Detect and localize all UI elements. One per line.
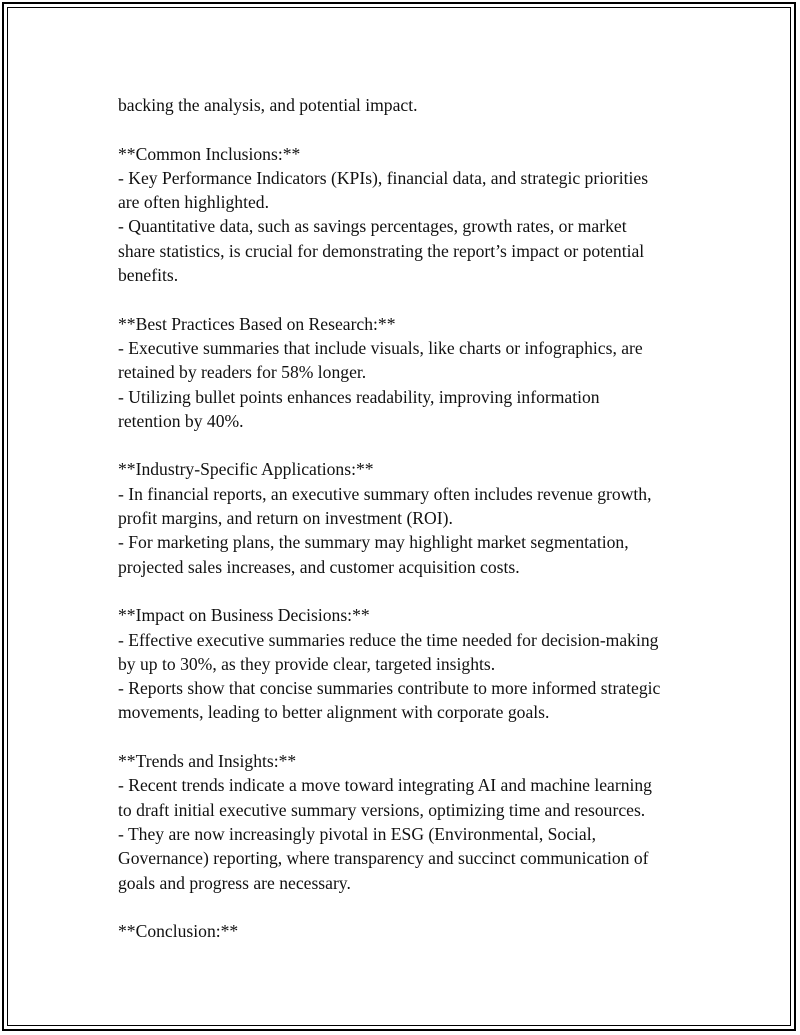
body-line: - For marketing plans, the summary may highlight market segmentation,	[118, 532, 629, 553]
paragraph-gap	[118, 433, 718, 457]
document-text	[118, 93, 718, 943]
body-line: share statistics, is crucial for demonstrating the report’s impact or potential	[118, 240, 645, 261]
body-line: Governance) reporting, where transparency and succinct communication of	[118, 848, 649, 869]
paragraph-gap	[118, 117, 718, 141]
body-line: - Recent trends indicate a move toward integrating AI and machine learning	[118, 775, 652, 796]
body-line: to draft initial executive summary versions, optimizing time and resources.	[118, 799, 646, 820]
section-heading-industry-applications: **Industry-Specific Applications:**	[118, 459, 374, 480]
paragraph-gap	[118, 579, 718, 603]
section-heading-common-inclusions: **Common Inclusions:**	[118, 143, 301, 164]
body-line: - Utilizing bullet points enhances readability, improving information	[118, 386, 600, 407]
body-line: - In financial reports, an executive summary often includes revenue growth,	[118, 483, 652, 504]
section-heading-best-practices: **Best Practices Based on Research:**	[118, 313, 396, 334]
body-line: - Reports show that concise summaries contribute to more informed strategic	[118, 678, 661, 699]
body-line: - Key Performance Indicators (KPIs), financial data, and strategic priorities	[118, 167, 649, 188]
intro-tail-line: backing the analysis, and potential impact.	[118, 95, 418, 115]
body-line: retention by 40%.	[118, 410, 244, 431]
body-line: profit margins, and return on investment (ROI).	[118, 508, 453, 529]
body-line: projected sales increases, and customer acquisition costs.	[118, 556, 520, 577]
section-heading-trends-insights: **Trends and Insights:**	[118, 751, 297, 772]
body-line: retained by readers for 58% longer.	[118, 362, 367, 383]
body-line: - Effective executive summaries reduce the time needed for decision-making	[118, 629, 659, 650]
paragraph-gap	[118, 895, 718, 919]
section-heading-conclusion: **Conclusion:**	[118, 921, 239, 942]
body-line: benefits.	[118, 265, 179, 286]
body-line: - Executive summaries that include visuals, like charts or infographics, are	[118, 337, 643, 358]
body-line: goals and progress are necessary.	[118, 872, 351, 893]
body-line: - They are now increasingly pivotal in ESG (Environmental, Social,	[118, 823, 597, 844]
body-line: are often highlighted.	[118, 192, 269, 213]
body-line: by up to 30%, as they provide clear, targeted insights.	[118, 653, 496, 674]
paragraph-gap	[118, 287, 718, 311]
body-line: - Quantitative data, such as savings percentages, growth rates, or market	[118, 216, 627, 237]
body-line: movements, leading to better alignment with corporate goals.	[118, 702, 550, 723]
paragraph-gap	[118, 725, 718, 749]
section-heading-impact-decisions: **Impact on Business Decisions:**	[118, 605, 370, 626]
